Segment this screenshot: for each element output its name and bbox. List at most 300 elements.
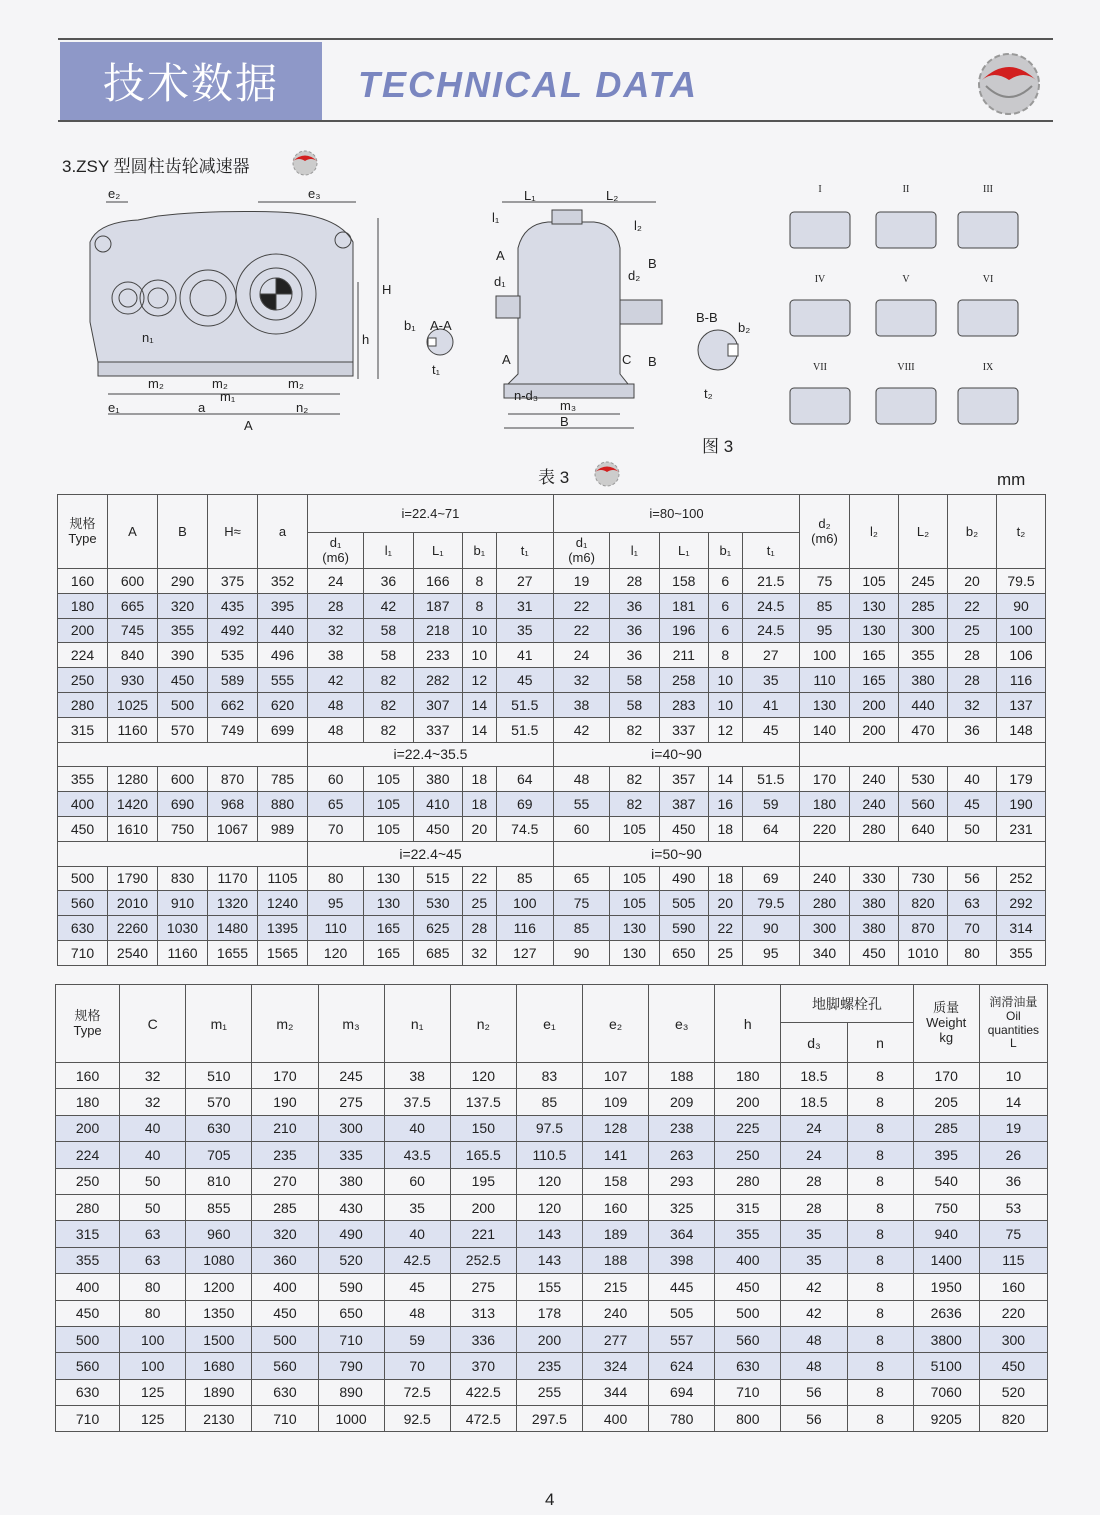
table-cell: 125 (120, 1406, 186, 1432)
table-cell: 245 (318, 1063, 384, 1089)
table-cell: 320 (252, 1221, 318, 1247)
table-cell: 55 (553, 792, 609, 817)
col-header: n₁ (384, 985, 450, 1063)
group-header: i=40~90 (553, 742, 799, 767)
table-cell: 209 (649, 1089, 715, 1115)
table-cell: 80 (120, 1300, 186, 1326)
table-cell: 380 (899, 668, 948, 693)
table-cell: 250 (58, 668, 108, 693)
table-row (56, 1247, 1048, 1273)
table-cell: 32 (120, 1089, 186, 1115)
table-cell: 188 (649, 1063, 715, 1089)
table-cell: 58 (364, 618, 413, 643)
table-cell: 630 (58, 916, 108, 941)
col-header: L₁ (659, 533, 708, 569)
table-cell: 930 (108, 668, 158, 693)
table-cell: 190 (252, 1089, 318, 1115)
table-cell: 6 (708, 569, 742, 594)
table-cell: 220 (800, 816, 850, 841)
table-cell: 60 (308, 767, 364, 792)
ratio-subheader-row (58, 742, 1046, 767)
table-cell: 14 (463, 717, 497, 742)
table-cell: 79.5 (742, 891, 799, 916)
table-cell: 224 (58, 643, 108, 668)
table-cell: 160 (58, 569, 108, 594)
table-cell: 710 (58, 940, 108, 965)
table-cell: 1240 (258, 891, 308, 916)
table-caption: 表 3 (538, 468, 570, 487)
table-cell: 41 (742, 692, 799, 717)
table-cell: 530 (413, 891, 462, 916)
table-row (58, 717, 1046, 742)
col-header: C (120, 985, 186, 1063)
table-cell: 45 (948, 792, 997, 817)
table-cell: 38 (553, 692, 609, 717)
table-cell: 1610 (108, 816, 158, 841)
table-cell: 8 (847, 1353, 913, 1379)
table-cell: 70 (384, 1353, 450, 1379)
table-cell: 36 (610, 593, 659, 618)
table-cell: 42 (364, 593, 413, 618)
table-cell: 840 (108, 643, 158, 668)
table-cell: 35 (384, 1194, 450, 1220)
table-cell: 110 (308, 916, 364, 941)
table-cell: 200 (450, 1194, 516, 1220)
table-cell: 355 (56, 1247, 120, 1273)
table-row (58, 891, 1046, 916)
col-header: n (847, 1023, 913, 1063)
table-cell: 490 (318, 1221, 384, 1247)
group-header: i=22.4~35.5 (308, 742, 554, 767)
table-cell: 880 (258, 792, 308, 817)
table-cell: 285 (252, 1194, 318, 1220)
table-cell: 178 (516, 1300, 582, 1326)
table-cell: 336 (450, 1326, 516, 1352)
table-cell: 630 (715, 1353, 781, 1379)
table-cell: 24.5 (742, 593, 799, 618)
col-header: e₁ (516, 985, 582, 1063)
dim-label: m₂ (288, 376, 304, 391)
table-cell: 70 (308, 816, 364, 841)
table-cell: 535 (208, 643, 258, 668)
table-cell: 1160 (108, 717, 158, 742)
table-cell: 18 (463, 792, 497, 817)
col-header: d₁ (m6) (553, 533, 609, 569)
table-cell: 263 (649, 1142, 715, 1168)
front-view-drawing (78, 182, 398, 442)
table-cell: 285 (913, 1115, 979, 1141)
section-label: A-A (430, 318, 452, 333)
table-cell: 189 (583, 1221, 649, 1247)
table-cell: 1105 (258, 866, 308, 891)
table-cell: 390 (158, 643, 208, 668)
group-header: i=22.4~71 (308, 495, 554, 533)
table-cell: 570 (158, 717, 208, 742)
table-cell: 10 (979, 1063, 1047, 1089)
table-cell: 307 (413, 692, 462, 717)
dim-label: e₁ (108, 400, 120, 415)
table-cell: 148 (997, 717, 1046, 742)
table-cell: 400 (58, 792, 108, 817)
table-row (58, 692, 1046, 717)
table-cell: 40 (120, 1142, 186, 1168)
dim-label: H (382, 282, 392, 297)
table-cell: 56 (948, 866, 997, 891)
table-cell: 490 (659, 866, 708, 891)
table-cell: 170 (252, 1063, 318, 1089)
table-cell: 82 (610, 792, 659, 817)
page-header (58, 38, 1053, 124)
table-cell: 340 (800, 940, 850, 965)
table-cell: 8 (463, 569, 497, 594)
dim-label: e₃ (308, 186, 321, 201)
table-cell: 380 (850, 916, 899, 941)
table-cell: 665 (108, 593, 158, 618)
table-cell: 41 (496, 643, 553, 668)
table-cell: 187 (413, 593, 462, 618)
table-row (56, 1326, 1048, 1352)
table-cell: 36 (364, 569, 413, 594)
dimensions-table-body (58, 569, 1046, 966)
table-cell: 355 (58, 767, 108, 792)
table-cell: 19 (553, 569, 609, 594)
table-cell: 82 (364, 717, 413, 742)
table-cell: 790 (318, 1353, 384, 1379)
page-number: 4 (545, 1490, 555, 1509)
table-cell: 400 (56, 1274, 120, 1300)
table-cell: 38 (384, 1063, 450, 1089)
table-cell: 125 (120, 1379, 186, 1405)
table-cell: 28 (781, 1194, 847, 1220)
table-cell: 35 (781, 1247, 847, 1273)
table-cell: 137.5 (450, 1089, 516, 1115)
table-cell: 50 (120, 1194, 186, 1220)
table-cell: 65 (308, 792, 364, 817)
table-cell: 10 (708, 692, 742, 717)
table-cell: 989 (258, 816, 308, 841)
table-cell: 450 (979, 1353, 1047, 1379)
table-cell: 36 (610, 618, 659, 643)
table-cell: 2010 (108, 891, 158, 916)
dim-label: b₁ (404, 318, 416, 333)
table-cell: 705 (186, 1142, 252, 1168)
table-cell: 300 (899, 618, 948, 643)
table-cell: 48 (553, 767, 609, 792)
table-cell: 8 (847, 1247, 913, 1273)
table-cell: 8 (847, 1194, 913, 1220)
table-row (58, 593, 1046, 618)
table-cell: 8 (463, 593, 497, 618)
col-header: B (158, 495, 208, 569)
table-cell: 231 (997, 816, 1046, 841)
table-cell: 1420 (108, 792, 158, 817)
dim-label: t₁ (432, 362, 440, 377)
dim-label: L₂ (606, 188, 619, 203)
table-row (58, 767, 1046, 792)
table-cell: 395 (258, 593, 308, 618)
table-cell: 685 (413, 940, 462, 965)
table-cell: 730 (899, 866, 948, 891)
table-cell: 650 (318, 1300, 384, 1326)
gear-logo-icon (590, 459, 624, 487)
table-cell: 1350 (186, 1300, 252, 1326)
table-cell: 440 (899, 692, 948, 717)
table-cell: 8 (847, 1063, 913, 1089)
table-cell: 35 (742, 668, 799, 693)
table-cell: 450 (850, 940, 899, 965)
table-cell: 395 (913, 1142, 979, 1168)
table-cell: 320 (158, 593, 208, 618)
table-cell: 165 (364, 940, 413, 965)
col-header: l₁ (364, 533, 413, 569)
table-cell: 650 (659, 940, 708, 965)
table-cell: 10 (463, 618, 497, 643)
table-cell: 100 (997, 618, 1046, 643)
table-cell: 120 (308, 940, 364, 965)
header-title-cn: 技术数据 (60, 42, 322, 120)
table-cell: 12 (463, 668, 497, 693)
table-cell: 785 (258, 767, 308, 792)
table-cell: 8 (847, 1221, 913, 1247)
col-header: e₂ (583, 985, 649, 1063)
table-cell: 32 (120, 1063, 186, 1089)
table-row (58, 816, 1046, 841)
table-cell: 910 (158, 891, 208, 916)
table-cell: 72.5 (384, 1379, 450, 1405)
table-cell: 500 (715, 1300, 781, 1326)
table-cell: 22 (708, 916, 742, 941)
table-cell: 400 (583, 1406, 649, 1432)
table-cell: 166 (413, 569, 462, 594)
dim-label: A (502, 352, 511, 367)
table-cell: 20 (948, 569, 997, 594)
table-cell: 1400 (913, 1247, 979, 1273)
table-cell: 58 (364, 643, 413, 668)
table-cell: 280 (850, 816, 899, 841)
col-header: m₃ (318, 985, 384, 1063)
table-cell: 165 (364, 916, 413, 941)
table-cell: 890 (318, 1379, 384, 1405)
table-cell: 445 (649, 1274, 715, 1300)
table-cell: 560 (56, 1353, 120, 1379)
table-cell: 220 (979, 1300, 1047, 1326)
table-cell: 130 (800, 692, 850, 717)
table-cell: 170 (800, 767, 850, 792)
table-cell: 710 (252, 1406, 318, 1432)
table-cell: 165.5 (450, 1142, 516, 1168)
table-cell: 18 (708, 866, 742, 891)
table-cell: 120 (516, 1194, 582, 1220)
table-row (56, 1406, 1048, 1432)
table-row (58, 668, 1046, 693)
table-cell: 32 (553, 668, 609, 693)
unit-label: mm (997, 470, 1026, 489)
table-row (58, 916, 1046, 941)
table-cell: 8 (847, 1326, 913, 1352)
table-row (56, 1089, 1048, 1115)
table-cell: 24 (553, 643, 609, 668)
mounting-table-body (56, 1063, 1048, 1432)
table-cell: 18.5 (781, 1089, 847, 1115)
header-title-en: TECHNICAL DATA (358, 64, 698, 105)
table-cell: 314 (997, 916, 1046, 941)
table-cell: 557 (649, 1326, 715, 1352)
table-cell: 74.5 (496, 816, 553, 841)
table-cell: 143 (516, 1221, 582, 1247)
table-cell: 600 (158, 767, 208, 792)
table-cell: 855 (186, 1194, 252, 1220)
table-cell: 221 (450, 1221, 516, 1247)
table-cell: 100 (120, 1353, 186, 1379)
table-cell: 410 (413, 792, 462, 817)
table-cell: 37.5 (384, 1089, 450, 1115)
table-cell: 1080 (186, 1247, 252, 1273)
table-cell: 240 (800, 866, 850, 891)
table-cell: 630 (56, 1379, 120, 1405)
table-cell: 130 (364, 866, 413, 891)
table-cell: 95 (308, 891, 364, 916)
table-cell: 5100 (913, 1353, 979, 1379)
table-cell: 252.5 (450, 1247, 516, 1273)
gear-logo-icon (288, 148, 322, 176)
table-cell: 200 (58, 618, 108, 643)
table-cell: 400 (252, 1274, 318, 1300)
table-cell: 1067 (208, 816, 258, 841)
table-cell: 19 (979, 1115, 1047, 1141)
table-cell: 2636 (913, 1300, 979, 1326)
table-cell: 105 (850, 569, 899, 594)
dim-label: m₁ (220, 389, 236, 404)
assembly-label: IV (814, 274, 826, 285)
dim-label: C (622, 352, 632, 367)
table-row (58, 618, 1046, 643)
table-cell: 380 (850, 891, 899, 916)
dim-label: A (244, 418, 253, 433)
table-cell: 450 (715, 1274, 781, 1300)
table-row (56, 1142, 1048, 1168)
table-cell: 80 (120, 1274, 186, 1300)
table-cell: 200 (56, 1115, 120, 1141)
table-cell: 968 (208, 792, 258, 817)
table-cell: 496 (258, 643, 308, 668)
table-cell: 6 (708, 618, 742, 643)
table-cell: 105 (364, 767, 413, 792)
table-cell: 22 (948, 593, 997, 618)
table-cell: 620 (258, 692, 308, 717)
table-cell: 297.5 (516, 1406, 582, 1432)
table-cell: 300 (318, 1115, 384, 1141)
table-cell: 180 (800, 792, 850, 817)
table-cell: 59 (384, 1326, 450, 1352)
table-cell: 53 (979, 1194, 1047, 1220)
table-cell: 215 (583, 1274, 649, 1300)
table-cell: 90 (553, 940, 609, 965)
table-cell: 710 (715, 1379, 781, 1405)
table-row (58, 866, 1046, 891)
table-cell: 293 (649, 1168, 715, 1194)
table-cell: 500 (56, 1326, 120, 1352)
table-cell: 8 (847, 1300, 913, 1326)
table-row (56, 1115, 1048, 1141)
table-cell: 137 (997, 692, 1046, 717)
table-cell: 1480 (208, 916, 258, 941)
blank-cell (800, 841, 1046, 866)
table-cell: 12 (708, 717, 742, 742)
table-cell: 1200 (186, 1274, 252, 1300)
table-cell: 285 (899, 593, 948, 618)
table-cell: 600 (108, 569, 158, 594)
table-cell: 280 (800, 891, 850, 916)
dim-label: d₁ (494, 274, 506, 289)
table-cell: 380 (413, 767, 462, 792)
col-header: l₁ (610, 533, 659, 569)
table-cell: 233 (413, 643, 462, 668)
table-cell: 130 (364, 891, 413, 916)
dim-label: L₁ (524, 188, 536, 203)
col-header: d₂ (m6) (800, 495, 850, 569)
table-cell: 90 (997, 593, 1046, 618)
table-cell: 180 (56, 1089, 120, 1115)
table-cell: 282 (413, 668, 462, 693)
table-cell: 1500 (186, 1326, 252, 1352)
table-cell: 42 (781, 1274, 847, 1300)
table-cell: 32 (463, 940, 497, 965)
table-cell: 352 (258, 569, 308, 594)
table-cell: 820 (979, 1406, 1047, 1432)
table-cell: 8 (708, 643, 742, 668)
table-cell: 22 (463, 866, 497, 891)
gear-logo-icon (972, 46, 1046, 118)
table-cell: 238 (649, 1115, 715, 1141)
table-cell: 69 (742, 866, 799, 891)
table-cell: 290 (158, 569, 208, 594)
table-cell: 130 (850, 593, 899, 618)
table-cell: 355 (158, 618, 208, 643)
table-cell: 515 (413, 866, 462, 891)
table-cell: 75 (800, 569, 850, 594)
dimensions-table (57, 494, 1046, 966)
table-cell: 65 (553, 866, 609, 891)
table-cell: 245 (899, 569, 948, 594)
table-cell: 90 (742, 916, 799, 941)
col-header: L₁ (413, 533, 462, 569)
table-cell: 141 (583, 1142, 649, 1168)
table-cell: 40 (120, 1115, 186, 1141)
table-cell: 8 (847, 1142, 913, 1168)
col-header-type: 规格 Type (56, 985, 120, 1063)
table-cell: 280 (715, 1168, 781, 1194)
table-cell: 292 (997, 891, 1046, 916)
table-cell: 1030 (158, 916, 208, 941)
table-cell: 590 (318, 1274, 384, 1300)
table-cell: 560 (899, 792, 948, 817)
table-cell: 505 (649, 1300, 715, 1326)
table-cell: 500 (58, 866, 108, 891)
table-cell: 8 (847, 1089, 913, 1115)
table-cell: 82 (610, 717, 659, 742)
table-cell: 280 (58, 692, 108, 717)
table-cell: 1160 (158, 940, 208, 965)
table-cell: 870 (208, 767, 258, 792)
assembly-label: VII (813, 362, 827, 373)
table-cell: 520 (979, 1379, 1047, 1405)
table-cell: 150 (450, 1115, 516, 1141)
header-bottom-rule (58, 120, 1053, 122)
col-header: A (108, 495, 158, 569)
table-cell: 344 (583, 1379, 649, 1405)
table-cell: 1280 (108, 767, 158, 792)
table-cell: 1000 (318, 1406, 384, 1432)
